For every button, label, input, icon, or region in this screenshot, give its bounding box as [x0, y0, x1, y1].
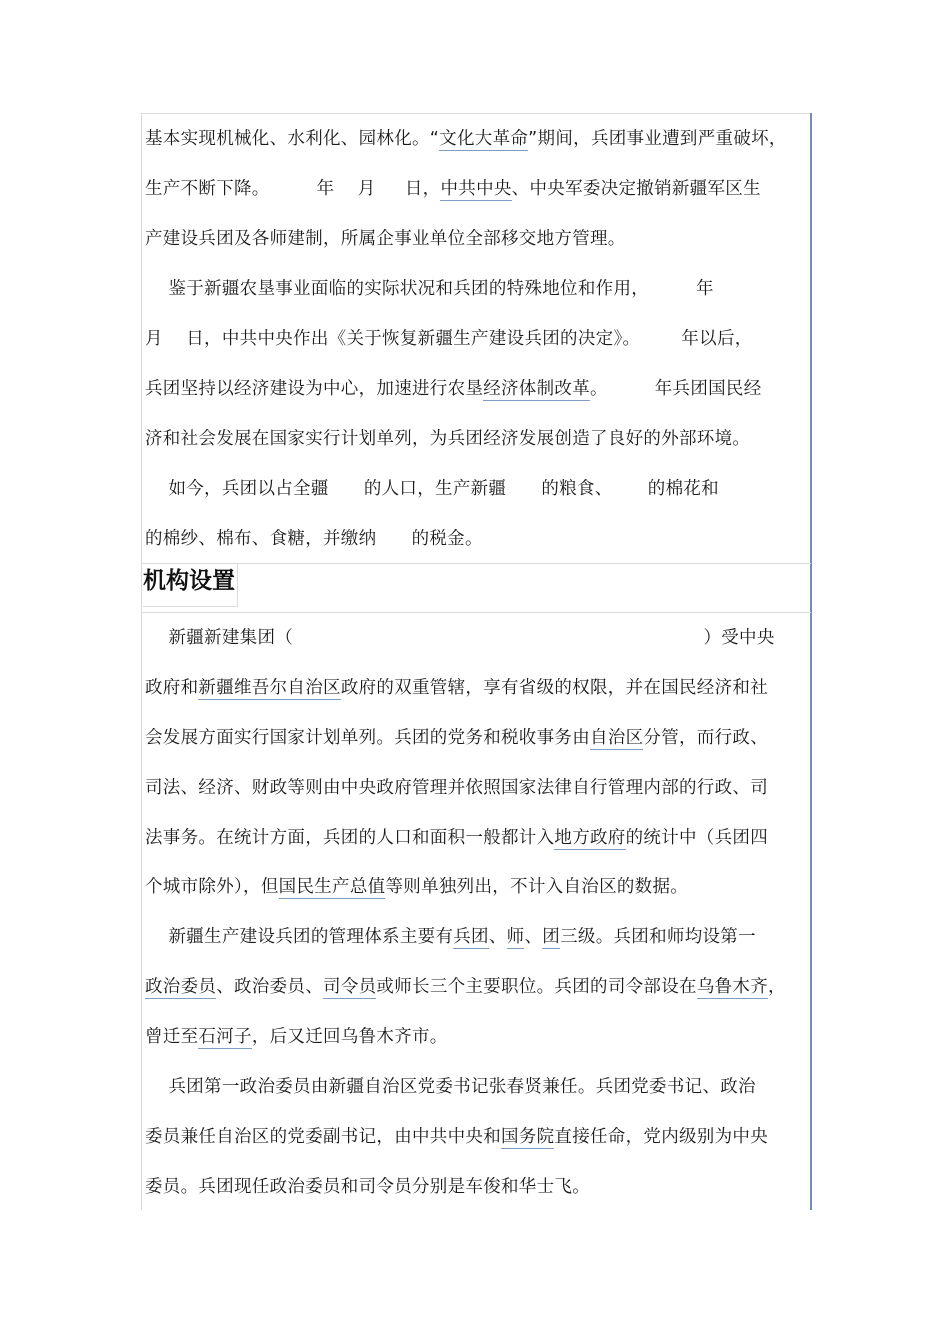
- paragraph-line: 新疆生产建设兵团的管理体系主要有兵团、师、团三级。兵团和师均设第一: [145, 927, 756, 947]
- link-guomin-shengchan-zongzhi[interactable]: 国民生产总值: [278, 877, 386, 897]
- paragraph-line: 司法、经济、财政等则由中央政府管理并依照国家法律自行管理内部的行政、司: [145, 778, 768, 798]
- link-shihezi[interactable]: 石河子: [198, 1027, 252, 1047]
- link-wulumuqi[interactable]: 乌鲁木齐: [696, 977, 769, 997]
- link-zhengzhi-weiyuan[interactable]: 政治委员: [145, 977, 217, 997]
- link-difang-zhengfu[interactable]: 地方政府: [554, 828, 626, 848]
- paragraph-line: 政治委员、政治委员、司令员或师长三个主要职位。兵团的司令部设在乌鲁木齐，: [145, 977, 786, 997]
- paragraph-line: 基本实现机械化、水利化、园林化。“文化大革命”期间，兵团事业遭到严重破坏，: [145, 129, 787, 149]
- link-bingtuan[interactable]: 兵团: [453, 927, 489, 947]
- paragraph-line: 新疆新建集团（ ）受中央: [145, 628, 775, 648]
- paragraph-line: 委员兼任自治区的党委副书记，由中共中央和国务院直接任命，党内级别为中央: [145, 1127, 769, 1147]
- link-wenhua-dageming[interactable]: 文化大革命: [439, 129, 529, 149]
- paragraph-line: 兵团坚持以经济建设为中心，加速进行农垦经济体制改革。 年兵团国民经: [145, 379, 762, 399]
- link-shi[interactable]: 师: [506, 927, 525, 947]
- paragraph-line: 委员。兵团现任政治委员和司令员分别是车俊和华士飞。: [145, 1177, 590, 1197]
- paragraph-line: 月 日，中共中央作出《关于恢复新疆生产建设兵团的决定》。 年以后，: [145, 329, 753, 349]
- link-silingyuan[interactable]: 司令员: [323, 977, 377, 997]
- paragraph-line: 生产不断下降。 年 月 日，中共中央、中央军委决定撤销新疆军区生: [145, 179, 761, 199]
- link-tuan[interactable]: 团: [542, 927, 561, 947]
- paragraph-line: 如今，兵团以占全疆 的人口，生产新疆 的粮食、 的棉花和: [145, 479, 719, 499]
- section-header-bar: [141, 563, 811, 613]
- paragraph-line: 曾迁至石河子，后又迁回乌鲁木齐市。: [145, 1027, 448, 1047]
- link-zhonggong-zhongyang[interactable]: 中共中央: [440, 179, 512, 199]
- paragraph-line: 兵团第一政治委员由新疆自治区党委书记张春贤兼任。兵团党委书记、政治: [145, 1077, 756, 1097]
- paragraph-line: 个城市除外），但国民生产总值等则单独列出，不计入自治区的数据。: [145, 877, 689, 897]
- link-jingji-tizhi-gaige[interactable]: 经济体制改革: [483, 379, 591, 399]
- paragraph-line: 会发展方面实行国家计划单列。兵团的党务和税收事务由自治区分管，而行政、: [145, 728, 769, 748]
- paragraph-line: 的棉纱、棉布、食糖，并缴纳 的税金。: [145, 529, 483, 549]
- paragraph-line: 济和社会发展在国家实行计划单列，为兵团经济发展创造了良好的外部环境。: [145, 429, 751, 449]
- link-zizhiqu[interactable]: 自治区: [590, 728, 644, 748]
- paragraph-line: 产建设兵团及各师建制，所属企事业单位全部移交地方管理。: [145, 229, 626, 249]
- link-xinjiang-uygur[interactable]: 新疆维吾尔自治区: [198, 678, 341, 698]
- paragraph-line: 政府和新疆维吾尔自治区政府的双重管辖，享有省级的权限，并在国民经济和社: [145, 678, 769, 698]
- link-guowuyuan[interactable]: 国务院: [501, 1127, 555, 1147]
- paragraph-line: 法事务。在统计方面，兵团的人口和面积一般都计入地方政府的统计中（兵团四: [145, 828, 769, 848]
- paragraph-line: 鉴于新疆农垦事业面临的实际状况和兵团的特殊地位和作用， 年: [145, 279, 714, 299]
- section-title: 机构设置: [143, 563, 238, 607]
